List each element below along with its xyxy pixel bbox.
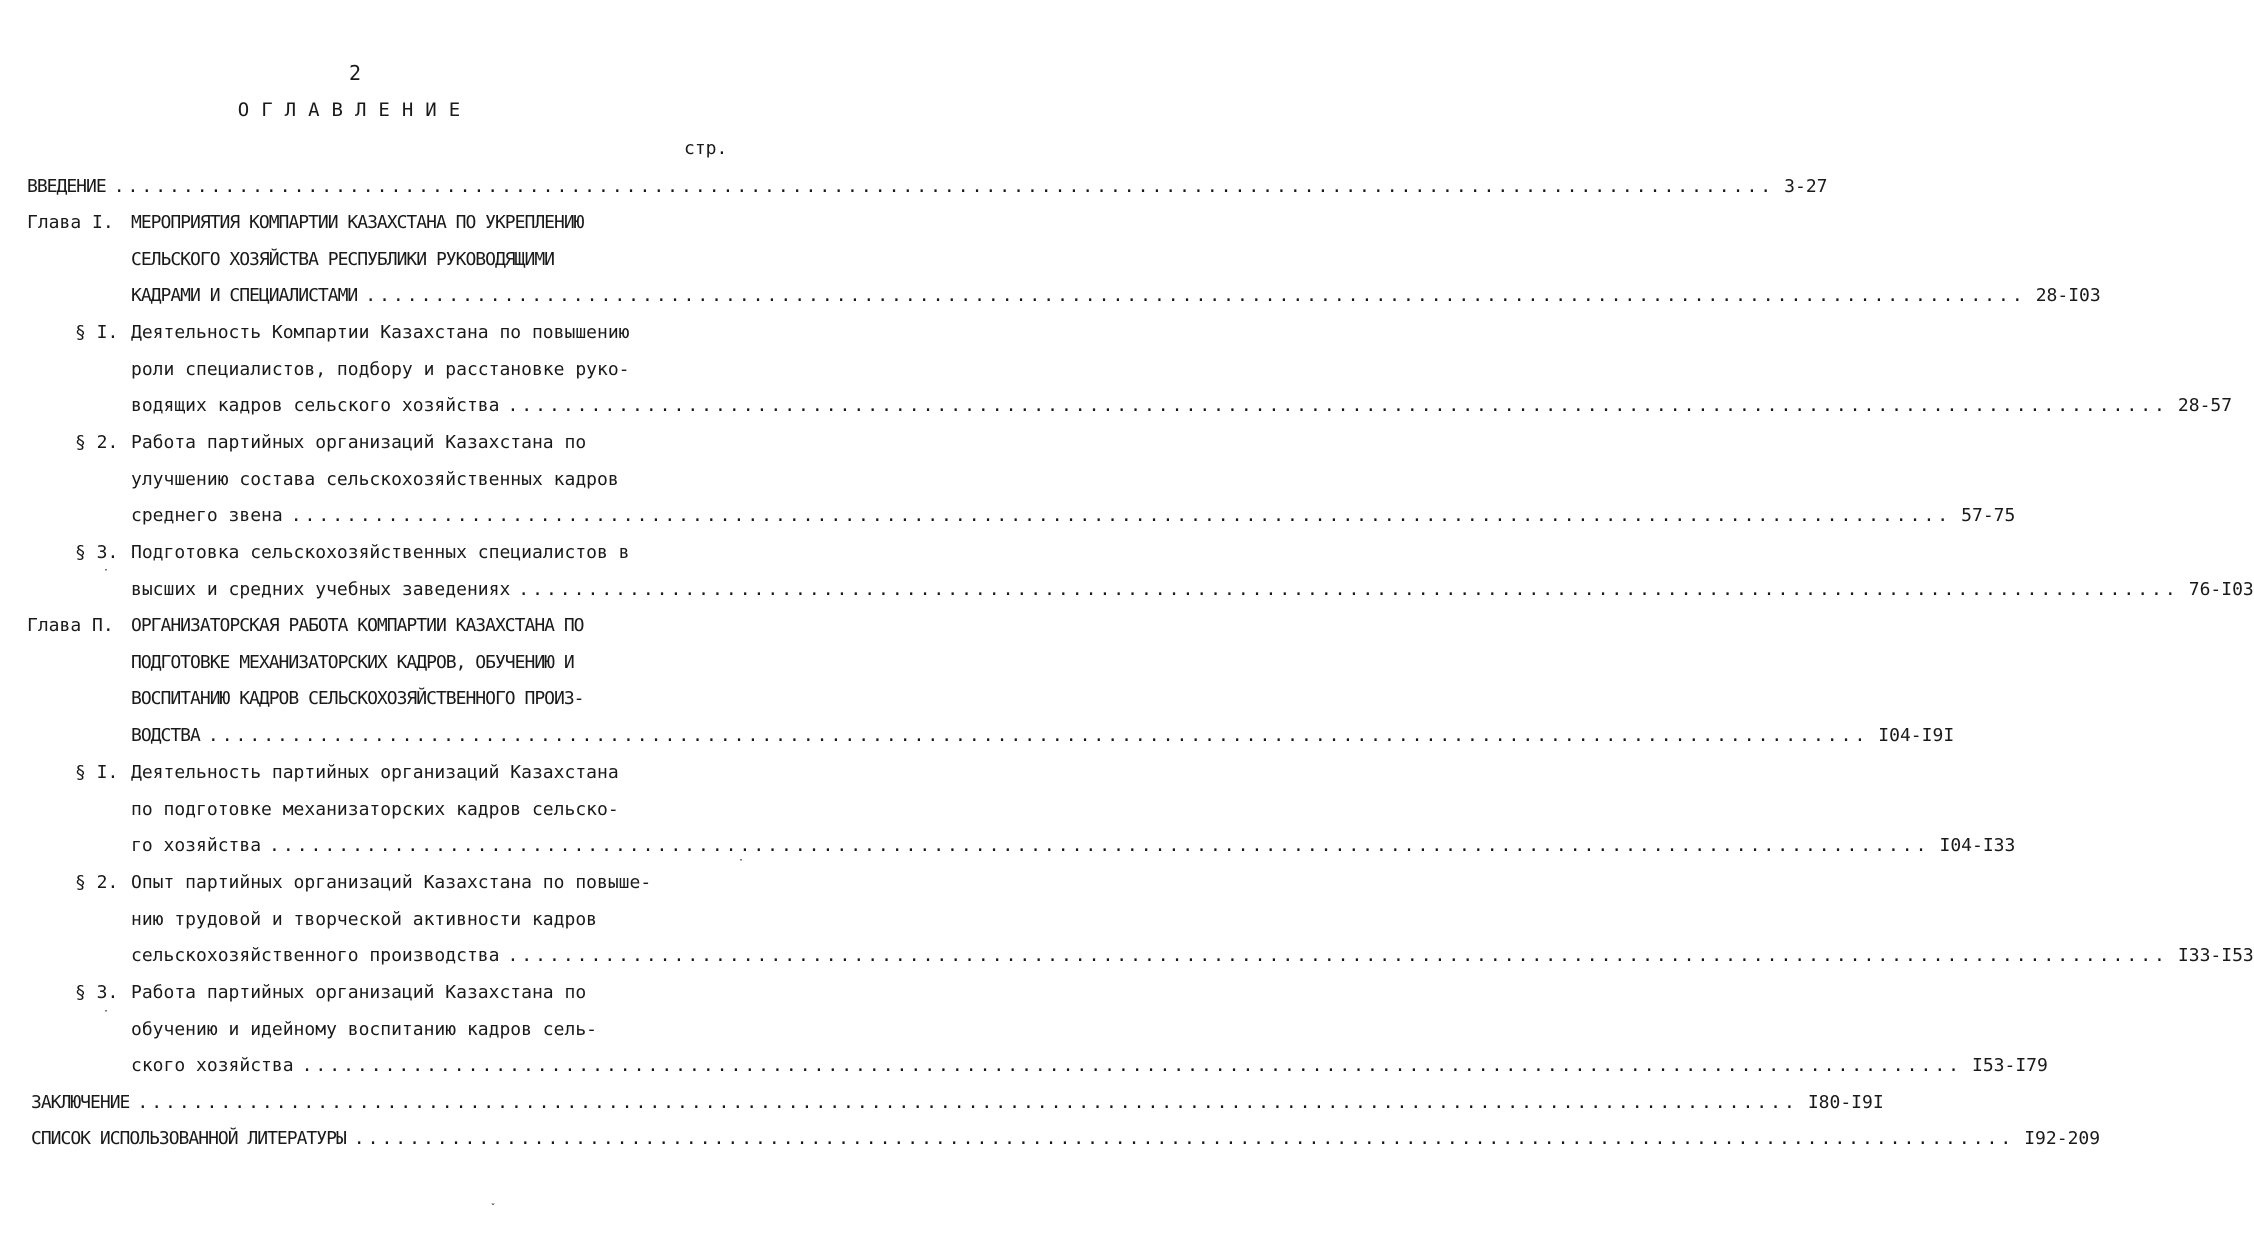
page-title: ОГЛАВЛЕНИЕ [237, 99, 473, 121]
toc-entry-line [131, 982, 586, 1004]
dot-leader: ........................................................................................................................ [207, 724, 1869, 746]
toc-entry-text: го хозяйства [131, 835, 262, 856]
toc-entry-pages: I92-209 [2024, 1128, 2101, 1149]
toc-entry-line [131, 835, 2016, 857]
toc-entry-pages: I33-I53 [2177, 945, 2254, 966]
toc-entry-text: сельскохозяйственного производства [131, 945, 500, 966]
toc-entry-line [131, 542, 630, 564]
toc-entry-text: Работа партийных организаций Казахстана по [131, 432, 587, 453]
toc-entry-line [131, 212, 584, 234]
toc-entry-text: нию трудовой и творческой активности кадров [131, 908, 597, 930]
dot-leader: ........................................................................................................................ [290, 505, 1952, 526]
toc-entry-pages: 57-75 [1961, 505, 2016, 526]
dot-leader: ........................................................................................................................ [518, 578, 2179, 600]
toc-entry-text: ЗАКЛЮЧЕНИЕ [31, 1092, 130, 1113]
scan-speck: ˇ [490, 1203, 497, 1214]
toc-entry-text: Работа партийных организаций Казахстана по [131, 982, 587, 1003]
toc-entry-prefix: § I. [75, 762, 119, 783]
scan-speck: · [738, 855, 745, 866]
toc-entry-prefix: Глава I. [27, 212, 114, 233]
toc-entry-prefix: § 3. [75, 982, 119, 1003]
page-number: 2 [348, 61, 362, 85]
toc-entry-line [131, 285, 2101, 307]
toc-entry-line [131, 249, 554, 271]
toc-entry-text: Опыт партийных организаций Казахстана по повыше- [131, 872, 652, 893]
toc-entry-text: ского хозяйства [131, 1055, 294, 1076]
toc-entry-line [131, 505, 2016, 527]
toc-entry-text: СЕЛЬСКОГО ХОЗЯЙСТВА РЕСПУБЛИКИ РУКОВОДЯЩИМИ [131, 248, 554, 270]
dot-leader: ........................................................................................................................ [137, 1092, 1798, 1113]
toc-entry-text: Деятельность Компартии Казахстана по повышению [131, 322, 630, 343]
toc-entry-prefix: § 2. [75, 872, 119, 893]
toc-entry-text: ВВЕДЕНИЕ [27, 176, 106, 197]
toc-entry-line [131, 945, 2254, 967]
toc-entry-line [131, 652, 574, 674]
toc-entry-line [131, 322, 630, 344]
toc-entry-prefix: § I. [75, 322, 119, 343]
dot-leader: ........................................................................................................................ [507, 945, 2168, 966]
scan-speck: · [103, 1006, 110, 1017]
toc-entry-line [131, 909, 597, 931]
toc-entry-prefix: § 2. [75, 432, 119, 453]
toc-entry-text: среднего звена [131, 505, 283, 526]
toc-entry-text: роли специалистов, подбору и расстановке руко- [131, 358, 630, 380]
toc-entry-text: ОРГАНИЗАТОРСКАЯ РАБОТА КОМПАРТИИ КАЗАХСТАНА ПО [131, 615, 584, 636]
toc-entry-text: МЕРОПРИЯТИЯ КОМПАРТИИ КАЗАХСТАНА ПО УКРЕПЛЕНИЮ [131, 212, 584, 233]
toc-entry-line [131, 432, 586, 454]
toc-entry-text: ПОДГОТОВКЕ МЕХАНИЗАТОРСКИХ КАДРОВ, ОБУЧЕНИЮ И [131, 651, 574, 673]
toc-entry-pages: 3-27 [1784, 176, 1828, 197]
toc-entry-text: Подготовка сельскохозяйственных специалистов в [131, 542, 630, 563]
toc-entry-text: по подготовке механизаторских кадров сельско- [131, 798, 619, 820]
toc-entry-pages: I04-I33 [1939, 835, 2016, 856]
toc-entry-pages: I80-I9I [1807, 1092, 1884, 1113]
toc-entry-text: водящих кадров сельского хозяйства [131, 395, 500, 416]
dot-leader: ........................................................................................................................ [269, 835, 1930, 856]
toc-entry-line [131, 762, 619, 784]
toc-entry-text: ВОСПИТАНИЮ КАДРОВ СЕЛЬСКОХОЗЯЙСТВЕННОГО ПРОИЗ- [131, 688, 584, 709]
toc-entry-line [131, 1019, 597, 1041]
dot-leader: ........................................................................................................................ [353, 1128, 2015, 1149]
toc-entry-line [131, 1055, 2048, 1077]
toc-entry-line [131, 799, 619, 821]
toc-entry-line [131, 688, 584, 710]
toc-entry-line [131, 578, 2254, 601]
dot-leader: ........................................................................................................................ [365, 285, 2026, 306]
toc-entry-line [131, 724, 1955, 747]
toc-entry-pages: 28-57 [2177, 395, 2233, 416]
toc-entry-text: высших и средних учебных заведениях [131, 578, 511, 600]
toc-entry-pages: I04-I9I [1878, 724, 1955, 746]
toc-entry-line [131, 615, 584, 637]
toc-entry-prefix: Глава П. [27, 615, 114, 636]
toc-entry-text: КАДРАМИ И СПЕЦИАЛИСТАМИ [131, 285, 358, 306]
toc-entry-text: СПИСОК ИСПОЛЬЗОВАННОЙ ЛИТЕРАТУРЫ [31, 1128, 346, 1149]
scan-speck: · [103, 565, 110, 576]
toc-entry-line [31, 1092, 1884, 1114]
toc-entry-line [131, 359, 630, 381]
toc-entry-text: ВОДСТВА [131, 724, 200, 746]
toc-entry-line [31, 1128, 2101, 1150]
dot-leader: ........................................................................................................................ [507, 395, 2168, 416]
toc-entry-line [27, 176, 1828, 198]
toc-entry-line [131, 395, 2233, 417]
toc-entry-prefix: § 3. [75, 542, 119, 563]
pages-column-label: стр. [684, 138, 728, 159]
toc-entry-text: улучшению состава сельскохозяйственных кадров [131, 468, 619, 490]
toc-entry-line [131, 469, 619, 491]
toc-entry-pages: I53-I79 [1972, 1055, 2048, 1076]
dot-leader: ........................................................................................................................ [301, 1055, 1962, 1076]
toc-entry-pages: 76-I03 [2188, 578, 2254, 600]
toc-entry-pages: 28-I03 [2035, 285, 2101, 306]
toc-entry-text: Деятельность партийных организаций Казахстана [131, 762, 619, 783]
dot-leader: ........................................................................................................................ [113, 176, 1775, 197]
toc-entry-text: обучению и идейному воспитанию кадров сель- [131, 1018, 597, 1040]
toc-entry-line [131, 872, 651, 894]
